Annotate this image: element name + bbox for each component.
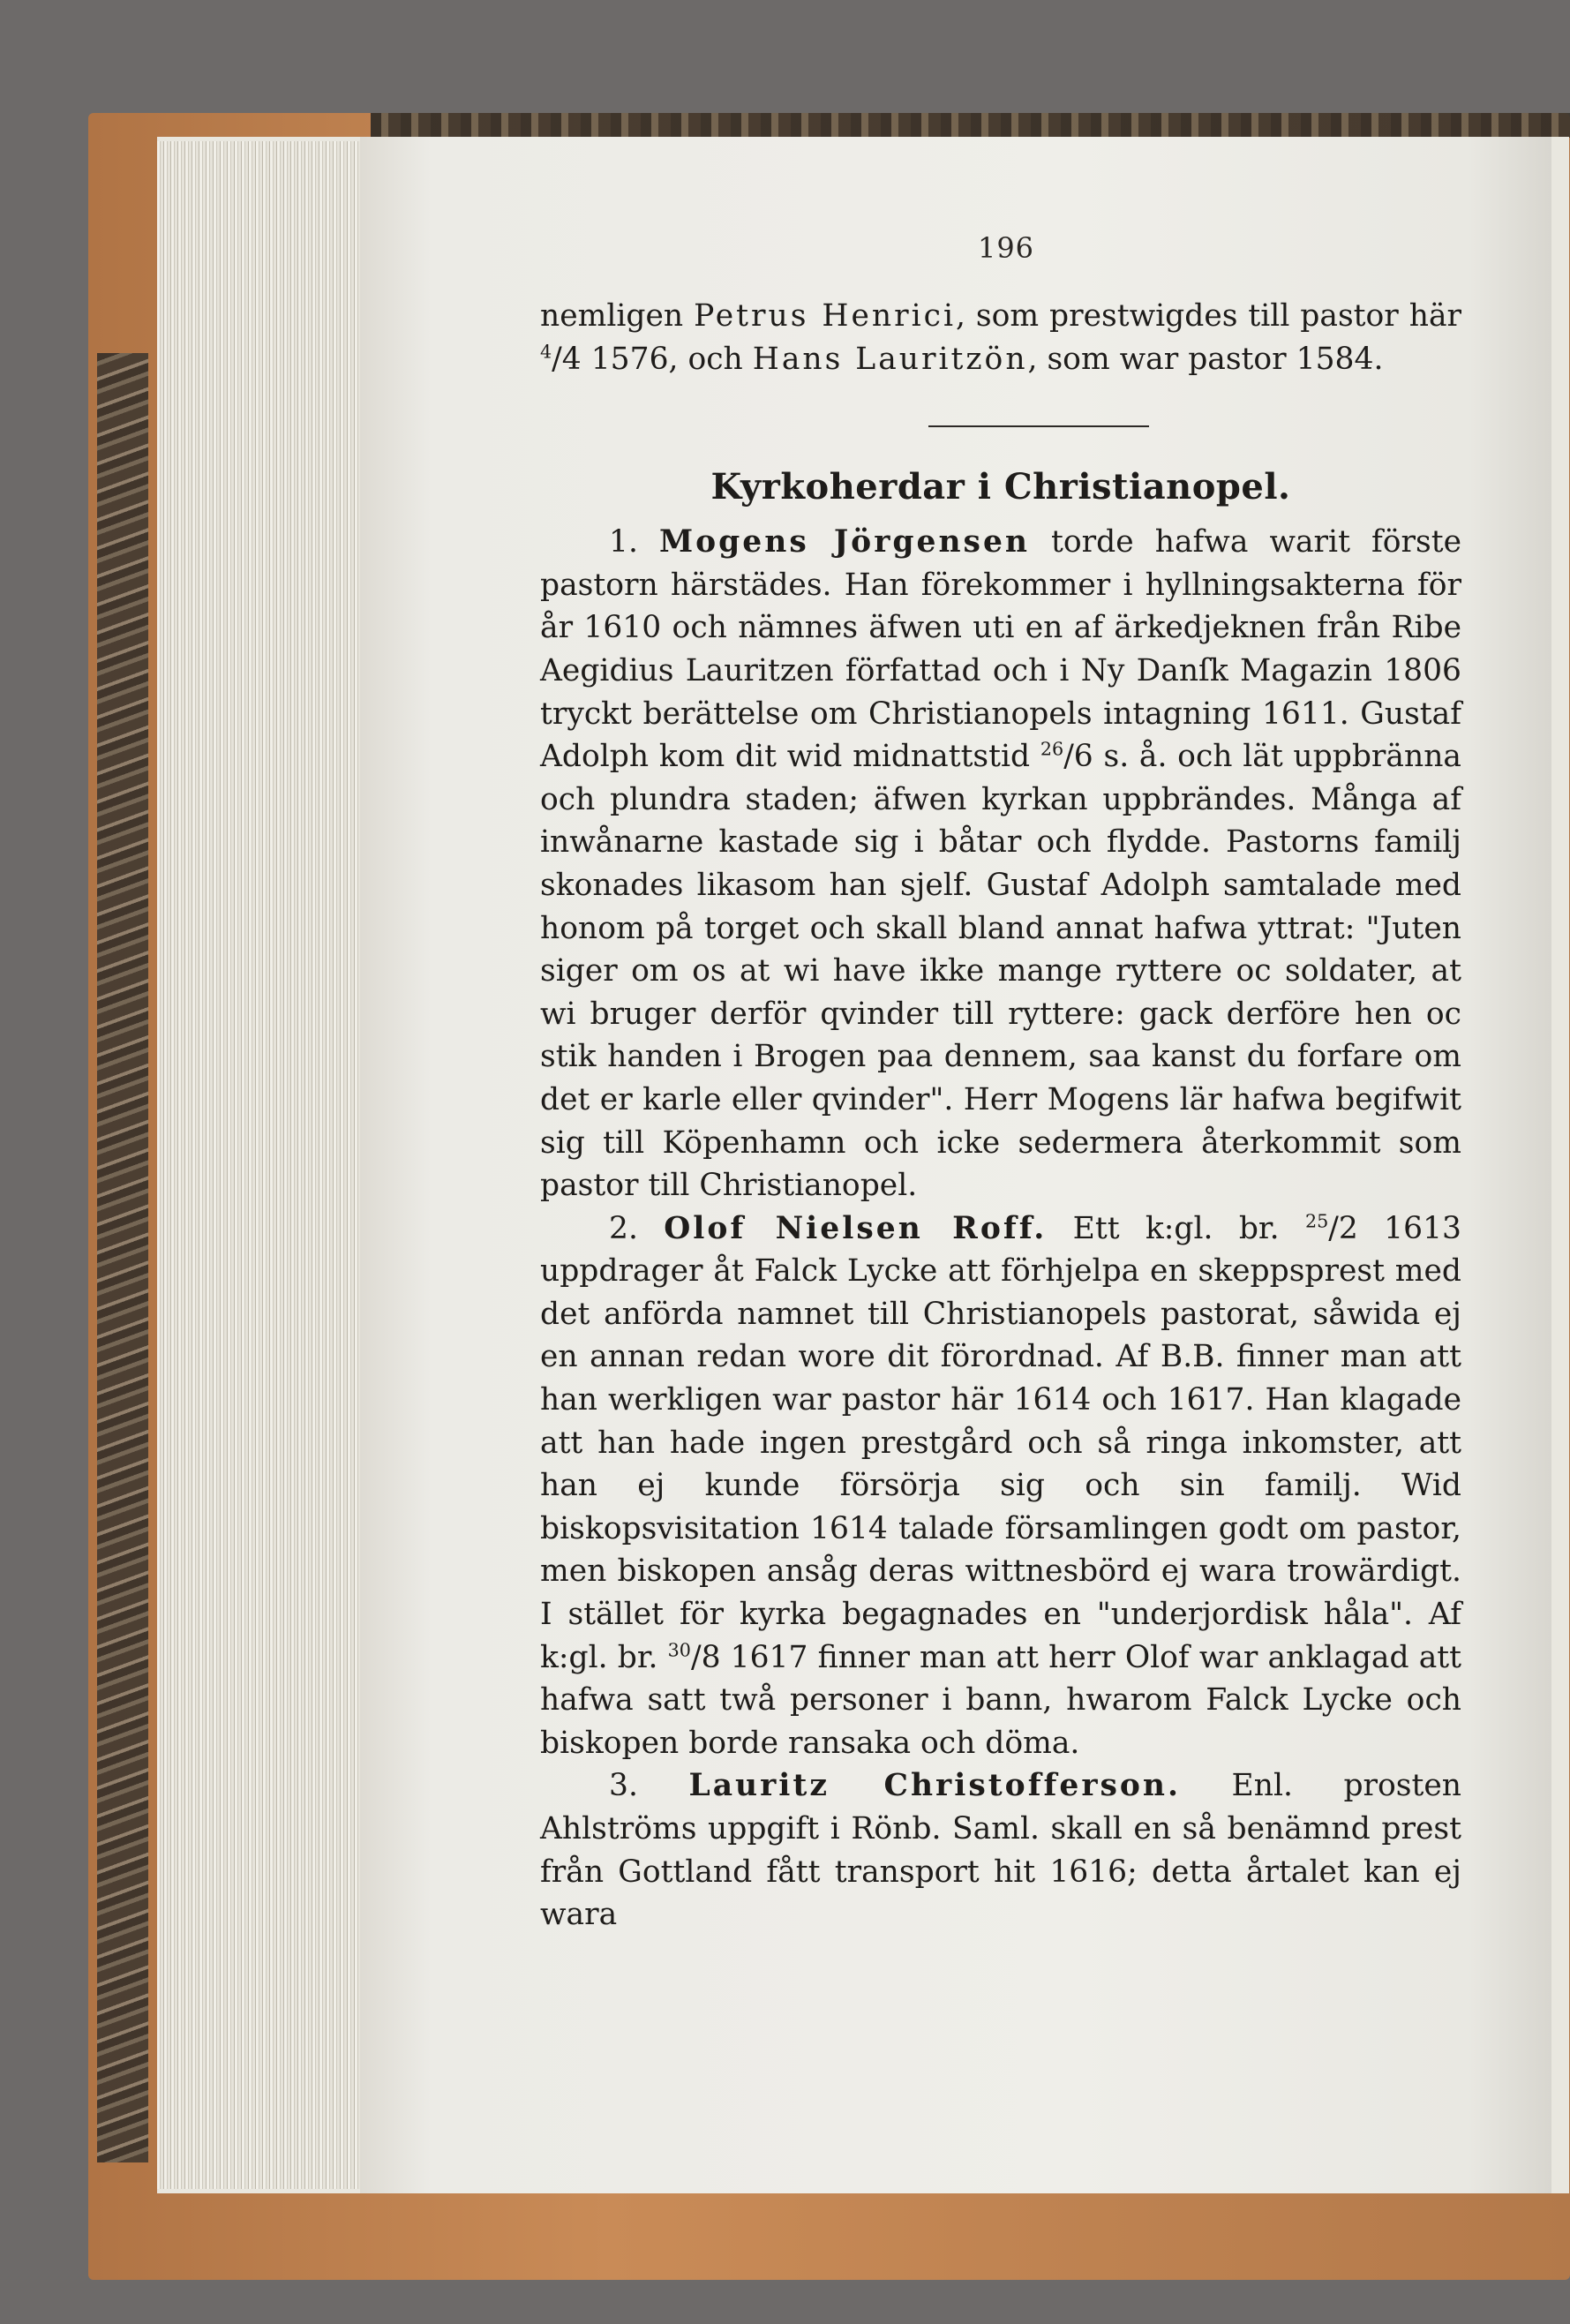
person-name: Hans Lauritzön	[752, 341, 1028, 377]
cover-marbled-edge-left	[97, 353, 148, 2162]
section-heading: Kyrkoherdar i Christianopel.	[710, 466, 1291, 508]
section-divider	[928, 425, 1149, 427]
intro-paragraph: nemligen Petrus Henrici, som prestwigdes till pastor här $^4$/4 1576, och Hans Lauritzön, som war pastor 1584.	[540, 298, 1462, 377]
entry-paragraph: 2. Olof Nielsen Roff. Ett k:gl. br. $^{25}$/2 1613 uppdrager åt Falck Lycke att förhjelpa en skeppsprest med det anförda namnet till Christianopels pastorat, såwida ej en annan redan wore dit förordnad. Af B.B. finner man att han werkligen war pastor här 1614 och 1617. Han klagade att han hade ingen prestgård och så ringa inkomster, att han ej kunde försörja sig och sin familj. Wid biskopsvisitation 1614 talade församlingen godt om pastor, men biskopen ansåg deras wittnesbörd ej wara trowärdigt. I stället för kyrka begagnades en "underjordisk håla". Af k:gl. br. $^{30}$/8 1617 finner man att herr Olof war anklagad att hafwa satt twå personer i bann, hwarom Falck Lycke och biskopen borde ransaka och döma.	[540, 1210, 1461, 1761]
person-name: Petrus Henrici	[694, 298, 956, 334]
entry-name: Olof Nielsen Roff.	[664, 1210, 1048, 1246]
entry-paragraph: 3. Lauritz Christofferson. Enl. prosten Ahlströms uppgift i Rönb. Saml. skall en så benämnd prest från Gottland fått transport hit 1616; detta årtalet kan ej wara	[540, 1768, 1461, 1933]
page-text	[540, 295, 1461, 1937]
page-number: 196	[977, 231, 1035, 265]
cover-marbled-edge-top	[371, 113, 1570, 138]
entry-paragraph: 1. Mogens Jörgensen torde hafwa warit förste pastorn härstädes. Han förekommer i hyllningsakterna för år 1610 och nämnes äfwen uti en af ärkedjeknen från Ribe Aegidius Lauritzen författad och i Ny Danſk Magazin 1806 tryckt berättelse om Christianopels intagning 1611. Gustaf Adolph kom dit wid midnattstid $^{26}$/6 s. å. och lät uppbränna och plundra staden; äfwen kyrkan uppbrändes. Många af inwånarne kastade sig i båtar och flydde. Pastorns familj skonades likasom han sjelf. Gustaf Adolph samtalade med honom på torget och skall bland annat hafwa yttrat: "Juten siger om os at wi have ikke mange ryttere oc soldater, at wi bruger derför qvinder till ryttere: gack derföre hen oc stik handen i Brogen paa dennem, saa kanst du forfare om det er karle eller qvinder". Herr Mogens lär hafwa begifwit sig till Köpenhamn och icke sedermera återkommit som pastor till Christianopel.	[540, 524, 1462, 1204]
entry-name: Mogens Jörgensen	[658, 524, 1030, 560]
page-edges	[157, 141, 360, 2189]
entry-name: Lauritz Christofferson.	[688, 1768, 1182, 1804]
